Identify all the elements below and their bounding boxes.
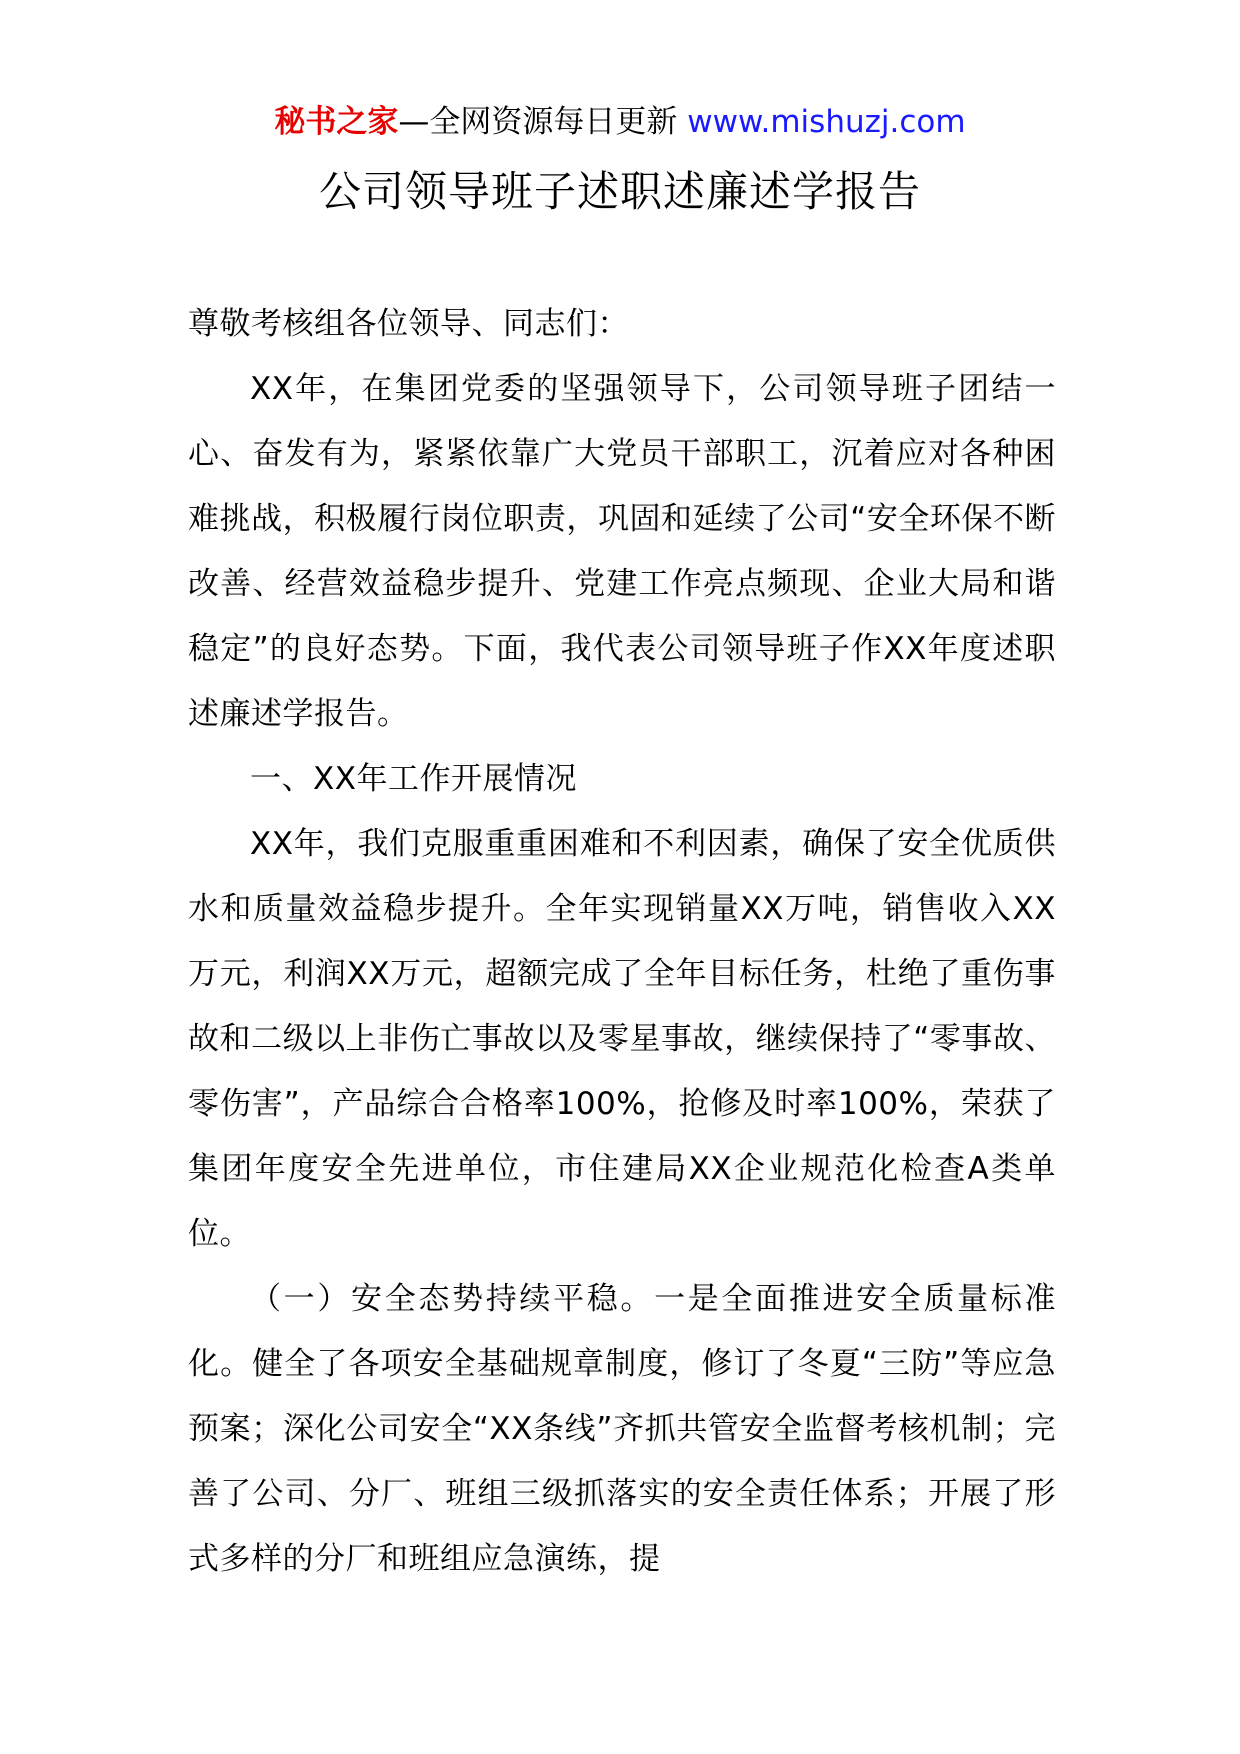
header-slogan: —全网资源每日更新 [398,104,678,140]
safety-paragraph: （一）安全态势持续平稳。一是全面推进安全质量标准化。健全了各项安全基础规章制度，修订了冬夏“三防”等应急预案；深化公司安全“XX条线”齐抓共管安全监督考核机制；完善了公司、分厂、班组三级抓落实的安全责任体系；开展了形式多样的分厂和班组应急演练，提 [188,1281,1056,1577]
work-summary-paragraph: XX年，我们克服重重困难和不利因素，确保了安全优质供水和质量效益稳步提升。全年实现销量XX万吨，销售收入XX万元，利润XX万元，超额完成了全年目标任务，杜绝了重伤事故和二级以上非伤亡事故以及零星事故，继续保持了“零事故、零伤害”，产品综合合格率100%，抢修及时率100%，荣获了集团年度安全先进单位，市住建局XX企业规范化检查A类单位。 [188,826,1056,1252]
site-header [0,100,1240,144]
site-url-link[interactable]: www.mishuzj.com [687,104,966,140]
intro-paragraph: XX年，在集团党委的坚强领导下，公司领导班子团结一心、奋发有为，紧紧依靠广大党员干部职工，沉着应对各种困难挑战，积极履行岗位职责，巩固和延续了公司“安全环保不断改善、经营效益稳步提升、党建工作亮点频现、企业大局和谐稳定”的良好态势。下面，我代表公司领导班子作XX年度述职述廉述学报告。 [188,371,1056,732]
document-title: 公司领导班子述职述廉述学报告 [318,167,921,216]
salutation: 尊敬考核组各位领导、同志们： [188,306,629,342]
brand-name: 秘书之家 [274,104,399,140]
section-heading: 一、XX年工作开展情况 [250,761,577,797]
document-body [188,292,1056,1592]
